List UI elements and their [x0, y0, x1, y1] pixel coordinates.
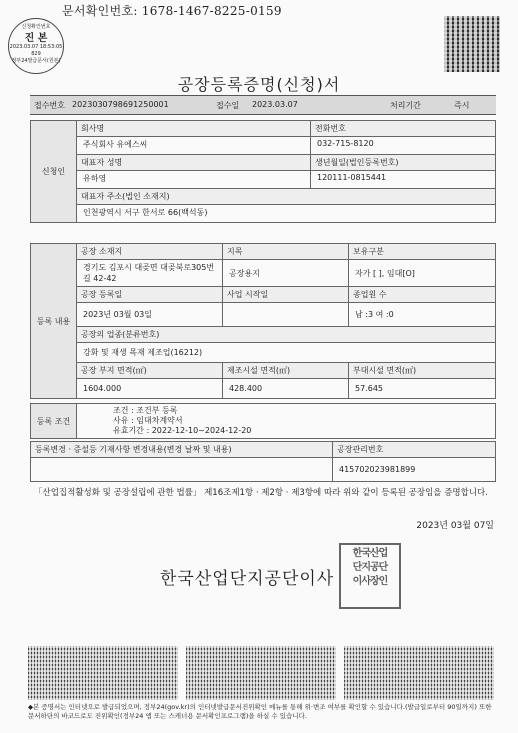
receipt-header-bar: [30, 95, 496, 115]
official-stamp: 한국산업 단지공단 이사장인: [339, 543, 401, 609]
issuer-name: 한국산업단지공단이사: [160, 569, 335, 589]
changes-table: [30, 441, 496, 482]
registration-date-value: 2023년 03월 03일: [77, 303, 223, 327]
company-label: 회사명: [77, 121, 311, 137]
phone-label: 전화번호: [311, 121, 496, 137]
factory-location-label: 공장 소재지: [77, 244, 223, 260]
land-category-value: 공장용지: [223, 260, 349, 287]
registration-table: [30, 243, 496, 399]
receipt-date-label: 접수일: [216, 101, 240, 110]
condition-line: 조건 : 조건부 등록: [113, 406, 178, 415]
issue-date: 2023년 03월 07일: [416, 521, 494, 531]
barcode-right: [344, 646, 494, 700]
auxiliary-area-label: 부대시설 면적(㎡): [349, 363, 496, 379]
document-confirmation-number: 문서확인번호: 1678-1467-8225-0159: [62, 4, 282, 18]
business-start-value: [223, 303, 349, 327]
applicant-section-label: 신청인: [31, 121, 77, 223]
address-label: 대표자 주소(법인 소재지): [77, 189, 496, 205]
validity-line: 유효기간 : 2022-12-10~2024-12-20: [113, 426, 252, 435]
changes-value: [31, 458, 333, 482]
barcode-left: [28, 646, 178, 700]
receipt-no-label: 접수번호: [34, 101, 65, 110]
reason-line: 사유 : 임대차계약서: [113, 416, 183, 425]
company-value: 주식회사 유에스씨: [77, 137, 311, 155]
qr-code-overlay: [444, 16, 500, 72]
manufacturing-area-value: 428.400: [223, 379, 349, 399]
applicant-table: [30, 120, 496, 223]
phone-value: 032-715-8120: [311, 137, 496, 155]
auxiliary-area-value: 57.645: [349, 379, 496, 399]
representative-label: 대표자 성명: [77, 155, 311, 171]
birth-value: 120111-0815441: [311, 171, 496, 189]
conditions-table: [30, 403, 496, 439]
site-area-label: 공장 부지 면적(㎡): [77, 363, 223, 379]
site-area-value: 1604.000: [77, 379, 223, 399]
industry-label: 공장의 업종(분류번호): [77, 327, 496, 343]
authenticity-seal: 신청확인번호 진 본 2023.03.07 18:53:05 829 정부24발급문서(원본): [8, 18, 64, 74]
birth-label: 생년월일(법인등록번호): [311, 155, 496, 171]
manufacturing-area-label: 제조시설 면적(㎡): [223, 363, 349, 379]
representative-value: 유하영: [77, 171, 311, 189]
registration-date-label: 공장 등록일: [77, 287, 223, 303]
registration-section-label: 등록 내용: [31, 244, 77, 399]
employee-count-value: 남 :3 여 :0: [349, 303, 496, 327]
factory-location-value: 경기도 김포시 대곶면 대곶북로305번길 42-42: [77, 260, 223, 287]
certification-statement: 「산업집적활성화 및 공장설립에 관한 법률」 제16조제1항 · 제2항 · 제3항에 따라 위와 같이 등록된 공장임을 증명합니다.: [34, 488, 488, 498]
processing-period-label: 처리기간: [390, 101, 421, 110]
ownership-label: 보유구분: [349, 244, 496, 260]
management-number-value: 415702023981899: [333, 458, 496, 482]
ownership-value: 자가 [ ], 임대[O]: [349, 260, 496, 287]
land-category-label: 지목: [223, 244, 349, 260]
conditions-section-label: 등록 조건: [31, 404, 77, 439]
changes-label: 등록변경 · 증설등 기재사항 변경내용(변경 날짜 및 내용): [31, 442, 333, 458]
industry-value: 강화 및 재생 목재 제조업(16212): [77, 343, 496, 363]
receipt-date: 2023.03.07: [252, 100, 298, 109]
management-number-label: 공장관리번호: [333, 442, 496, 458]
processing-period: 즉시: [454, 101, 470, 110]
receipt-no: 2023030798691250001: [72, 100, 169, 109]
barcode-center: [186, 646, 336, 700]
address-value: 인천광역시 서구 한서로 66(백석동): [77, 205, 496, 223]
document-title: 공장등록증명(신청)서: [177, 75, 341, 94]
footnote: ◆본 증명서는 인터넷으로 발급되었으며, 정부24(gov.kr)의 인터넷발급문서진위확인 메뉴를 통해 위·변조 여부를 확인할 수 있습니다.(발급일로부터 90일까지) 또한 문서하단의 바코드로도 진위확인(정부24 앱 또는 스캐너용 문서확인프로그램)을 하실 수 있습니다.: [28, 703, 492, 720]
employee-count-label: 종업원 수: [349, 287, 496, 303]
business-start-label: 사업 시작일: [223, 287, 349, 303]
